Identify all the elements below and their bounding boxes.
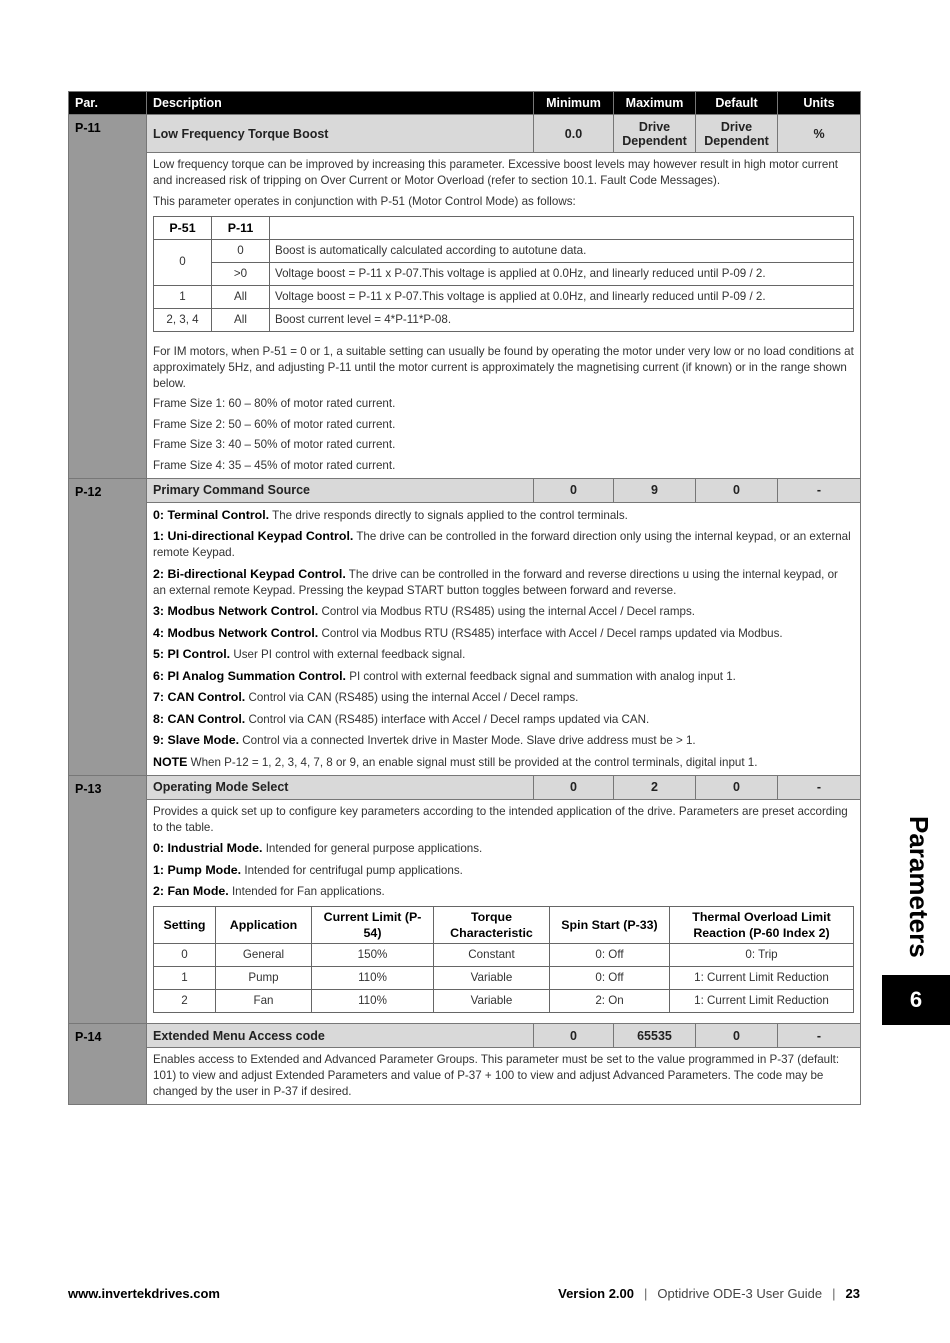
p14-default: 0: [696, 1024, 778, 1048]
p11-text2: This parameter operates in conjunction with P-51 (Motor Control Mode) as follows:: [153, 194, 576, 208]
table-cell: Fan: [216, 990, 312, 1013]
table-row: [154, 990, 854, 1013]
p13-description-row: [69, 799, 861, 1024]
table-cell: Variable: [434, 967, 550, 990]
p14-min: 0: [534, 1024, 614, 1048]
table-header-row: [69, 92, 861, 115]
p13-col-torque: Torque Characteristic: [434, 907, 550, 944]
p14-text1: Enables access to Extended and Advanced Parameter Groups. This parameter must be set to the value programmed in P-37 (default: 101) to view and adjust Extended Parameters and value of P-37 + 100 to view and adjust Advanced Parameters. The code may be changed by the user in P-37 if desired.: [153, 1053, 840, 1098]
table-cell: 1: Current Limit Reduction: [670, 967, 854, 990]
list-item: 1: Uni-directional Keypad Control. The drive can be controlled in the forward direction only using the internal keypad, or an external remote Keypad.: [153, 529, 851, 559]
p11-max: Drive Dependent: [614, 115, 696, 153]
p11-boost-table: [153, 216, 854, 332]
table-row: [154, 944, 854, 967]
p11-frame2: Frame Size 2: 50 – 60% of motor rated current.: [153, 417, 396, 431]
section-title: Parameters: [904, 816, 934, 958]
p13-units: -: [778, 775, 861, 799]
list-item: 1: Pump Mode. Intended for centrifugal pump applications.: [153, 862, 463, 877]
p11-row0-b: 0: [212, 239, 270, 262]
p11-boost-header: [154, 216, 854, 239]
p12-units: -: [778, 478, 861, 502]
header-minimum: Minimum: [534, 92, 614, 115]
section-sidebar: [886, 818, 946, 963]
footer-separator: |: [644, 1286, 648, 1301]
p11-row2-c: Voltage boost = P-11 x P-07.This voltage is applied at 0.0Hz, and linearly reduced until P-09 / 2.: [270, 285, 854, 308]
p13-col-thermal: Thermal Overload Limit Reaction (P-60 Index 2): [670, 907, 854, 944]
p11-row0-a: 0: [154, 239, 212, 285]
table-row: [154, 262, 854, 285]
p11-row3-a: 2, 3, 4: [154, 308, 212, 331]
list-item: 4: Modbus Network Control. Control via Modbus RTU (RS485) interface with Accel / Decel ramps updated via Modbus.: [153, 625, 783, 640]
p11-row0-c: Boost is automatically calculated according to autotune data.: [270, 239, 854, 262]
footer-separator: |: [832, 1286, 836, 1301]
table-cell: 2: On: [550, 990, 670, 1013]
list-item: 9: Slave Mode. Control via a connected Invertek drive in Master Mode. Slave drive address must be > 1.: [153, 733, 696, 747]
p13-col-application: Application: [216, 907, 312, 944]
list-item: 7: CAN Control. Control via CAN (RS485) using the internal Accel / Decel ramps.: [153, 690, 579, 704]
p11-description-row: [69, 153, 861, 479]
p11-row1-b: >0: [212, 262, 270, 285]
page-footer: [68, 1286, 860, 1301]
table-row: [154, 967, 854, 990]
footer-url[interactable]: www.invertekdrives.com: [68, 1286, 220, 1301]
p12-par: P-12: [69, 478, 147, 775]
footer-version: Version 2.00: [558, 1286, 635, 1301]
parameter-table-page: [68, 91, 860, 1105]
p11-name: Low Frequency Torque Boost: [147, 115, 534, 153]
p12-description: [147, 502, 861, 775]
p14-description-row: [69, 1048, 861, 1105]
p14-name: Extended Menu Access code: [147, 1024, 534, 1048]
p11-units: %: [778, 115, 861, 153]
table-cell: 0: [154, 944, 216, 967]
table-cell: 1: Current Limit Reduction: [670, 990, 854, 1013]
p14-description: [147, 1048, 861, 1105]
p13-par: P-13: [69, 775, 147, 1024]
list-item: 0: Terminal Control. The drive responds directly to signals applied to the control terminals.: [153, 507, 628, 522]
footer-guide: Optidrive ODE-3 User Guide: [657, 1286, 823, 1301]
p12-min: 0: [534, 478, 614, 502]
p11-row2-b: All: [212, 285, 270, 308]
table-cell: Pump: [216, 967, 312, 990]
p12-name: Primary Command Source: [147, 478, 534, 502]
p12-default: 0: [696, 478, 778, 502]
p11-row2-a: 1: [154, 285, 212, 308]
table-cell: 1: [154, 967, 216, 990]
list-item: 6: PI Analog Summation Control. PI control with external feedback signal and summation with analog input 1.: [153, 668, 736, 683]
list-item: 0: Industrial Mode. Intended for general purpose applications.: [153, 841, 483, 855]
table-cell: 110%: [312, 990, 434, 1013]
table-row: [154, 239, 854, 262]
parameter-table: [68, 91, 861, 1105]
table-cell: Constant: [434, 944, 550, 967]
p11-row1-c: Voltage boost = P-11 x P-07.This voltage is applied at 0.0Hz, and linearly reduced until P-09 / 2.: [270, 262, 854, 285]
p14-units: -: [778, 1024, 861, 1048]
list-item: 2: Fan Mode. Intended for Fan applications.: [153, 884, 385, 898]
section-number-tab: 6: [882, 975, 950, 1025]
p11-default: Drive Dependent: [696, 115, 778, 153]
list-item: 5: PI Control. User PI control with external feedback signal.: [153, 647, 466, 661]
table-row: [154, 285, 854, 308]
p14-max: 65535: [614, 1024, 696, 1048]
header-maximum: Maximum: [614, 92, 696, 115]
p14-par: P-14: [69, 1024, 147, 1105]
p13-summary-row: [69, 775, 861, 799]
p11-text1: Low frequency torque can be improved by increasing this parameter. Excessive boost levels may however result in high motor current and increased risk of tripping on Over Current or Motor Overload (refer to section 10.1. Fault Code Messages).: [153, 158, 839, 187]
p14-summary-row: [69, 1024, 861, 1048]
p13-col-spin-start: Spin Start (P-33): [550, 907, 670, 944]
table-cell: 2: [154, 990, 216, 1013]
p11-frame1: Frame Size 1: 60 – 80% of motor rated current.: [153, 397, 396, 410]
p13-name: Operating Mode Select: [147, 775, 534, 799]
p13-default: 0: [696, 775, 778, 799]
p11-min: 0.0: [534, 115, 614, 153]
p11-col-desc: [270, 216, 854, 239]
list-item: 2: Bi-directional Keypad Control. The drive can be controlled in the forward and reverse directions u using the internal keypad, or an external remote Keypad. Pressing the keypad START button toggles between forward and reverse.: [153, 566, 838, 597]
header-default: Default: [696, 92, 778, 115]
header-par: Par.: [69, 92, 147, 115]
p13-description: [147, 799, 861, 1024]
list-item: 8: CAN Control. Control via CAN (RS485) interface with Accel / Decel ramps updated via CAN.: [153, 711, 650, 726]
p11-description: [147, 153, 861, 479]
p11-col-p11: P-11: [212, 216, 270, 239]
table-cell: 0: Off: [550, 944, 670, 967]
p11-col-p51: P-51: [154, 216, 212, 239]
p11-summary-row: [69, 115, 861, 153]
table-cell: 0: Off: [550, 967, 670, 990]
p12-description-row: [69, 502, 861, 775]
table-cell: Variable: [434, 990, 550, 1013]
p12-max: 9: [614, 478, 696, 502]
p11-frame4: Frame Size 4: 35 – 45% of motor rated current.: [153, 458, 396, 472]
p11-text3: For IM motors, when P-51 = 0 or 1, a suitable setting can usually be found by operating the motor under very low or no load conditions at approximately 5Hz, and adjusting P-11 until the motor current is approximately the magnetising current (if known) or in the range shown below.: [153, 344, 854, 390]
p11-row3-c: Boost current level = 4*P-11*P-08.: [270, 308, 854, 331]
p13-col-setting: Setting: [154, 907, 216, 944]
p13-col-current-limit: Current Limit (P-54): [312, 907, 434, 944]
p13-mode-header: [154, 907, 854, 944]
p13-text1: Provides a quick set up to configure key parameters according to the intended application of the drive. Parameters are preset according to the table.: [153, 804, 848, 834]
p11-par: P-11: [69, 115, 147, 479]
list-item: 3: Modbus Network Control. Control via Modbus RTU (RS485) using the internal Accel / Decel ramps.: [153, 604, 695, 618]
p11-frame3: Frame Size 3: 40 – 50% of motor rated current.: [153, 438, 396, 451]
header-description: Description: [147, 92, 534, 115]
table-cell: 150%: [312, 944, 434, 967]
table-cell: 0: Trip: [670, 944, 854, 967]
header-units: Units: [778, 92, 861, 115]
table-cell: 110%: [312, 967, 434, 990]
note: NOTE When P-12 = 1, 2, 3, 4, 7, 8 or 9, an enable signal must still be provided at the control terminals, digital input 1.: [153, 754, 758, 769]
p13-max: 2: [614, 775, 696, 799]
page-number: 23: [845, 1286, 860, 1301]
p13-min: 0: [534, 775, 614, 799]
footer-right: [558, 1286, 860, 1301]
p13-mode-table: [153, 906, 854, 1013]
p11-row3-b: All: [212, 308, 270, 331]
table-cell: General: [216, 944, 312, 967]
table-row: [154, 308, 854, 331]
p12-summary-row: [69, 478, 861, 502]
